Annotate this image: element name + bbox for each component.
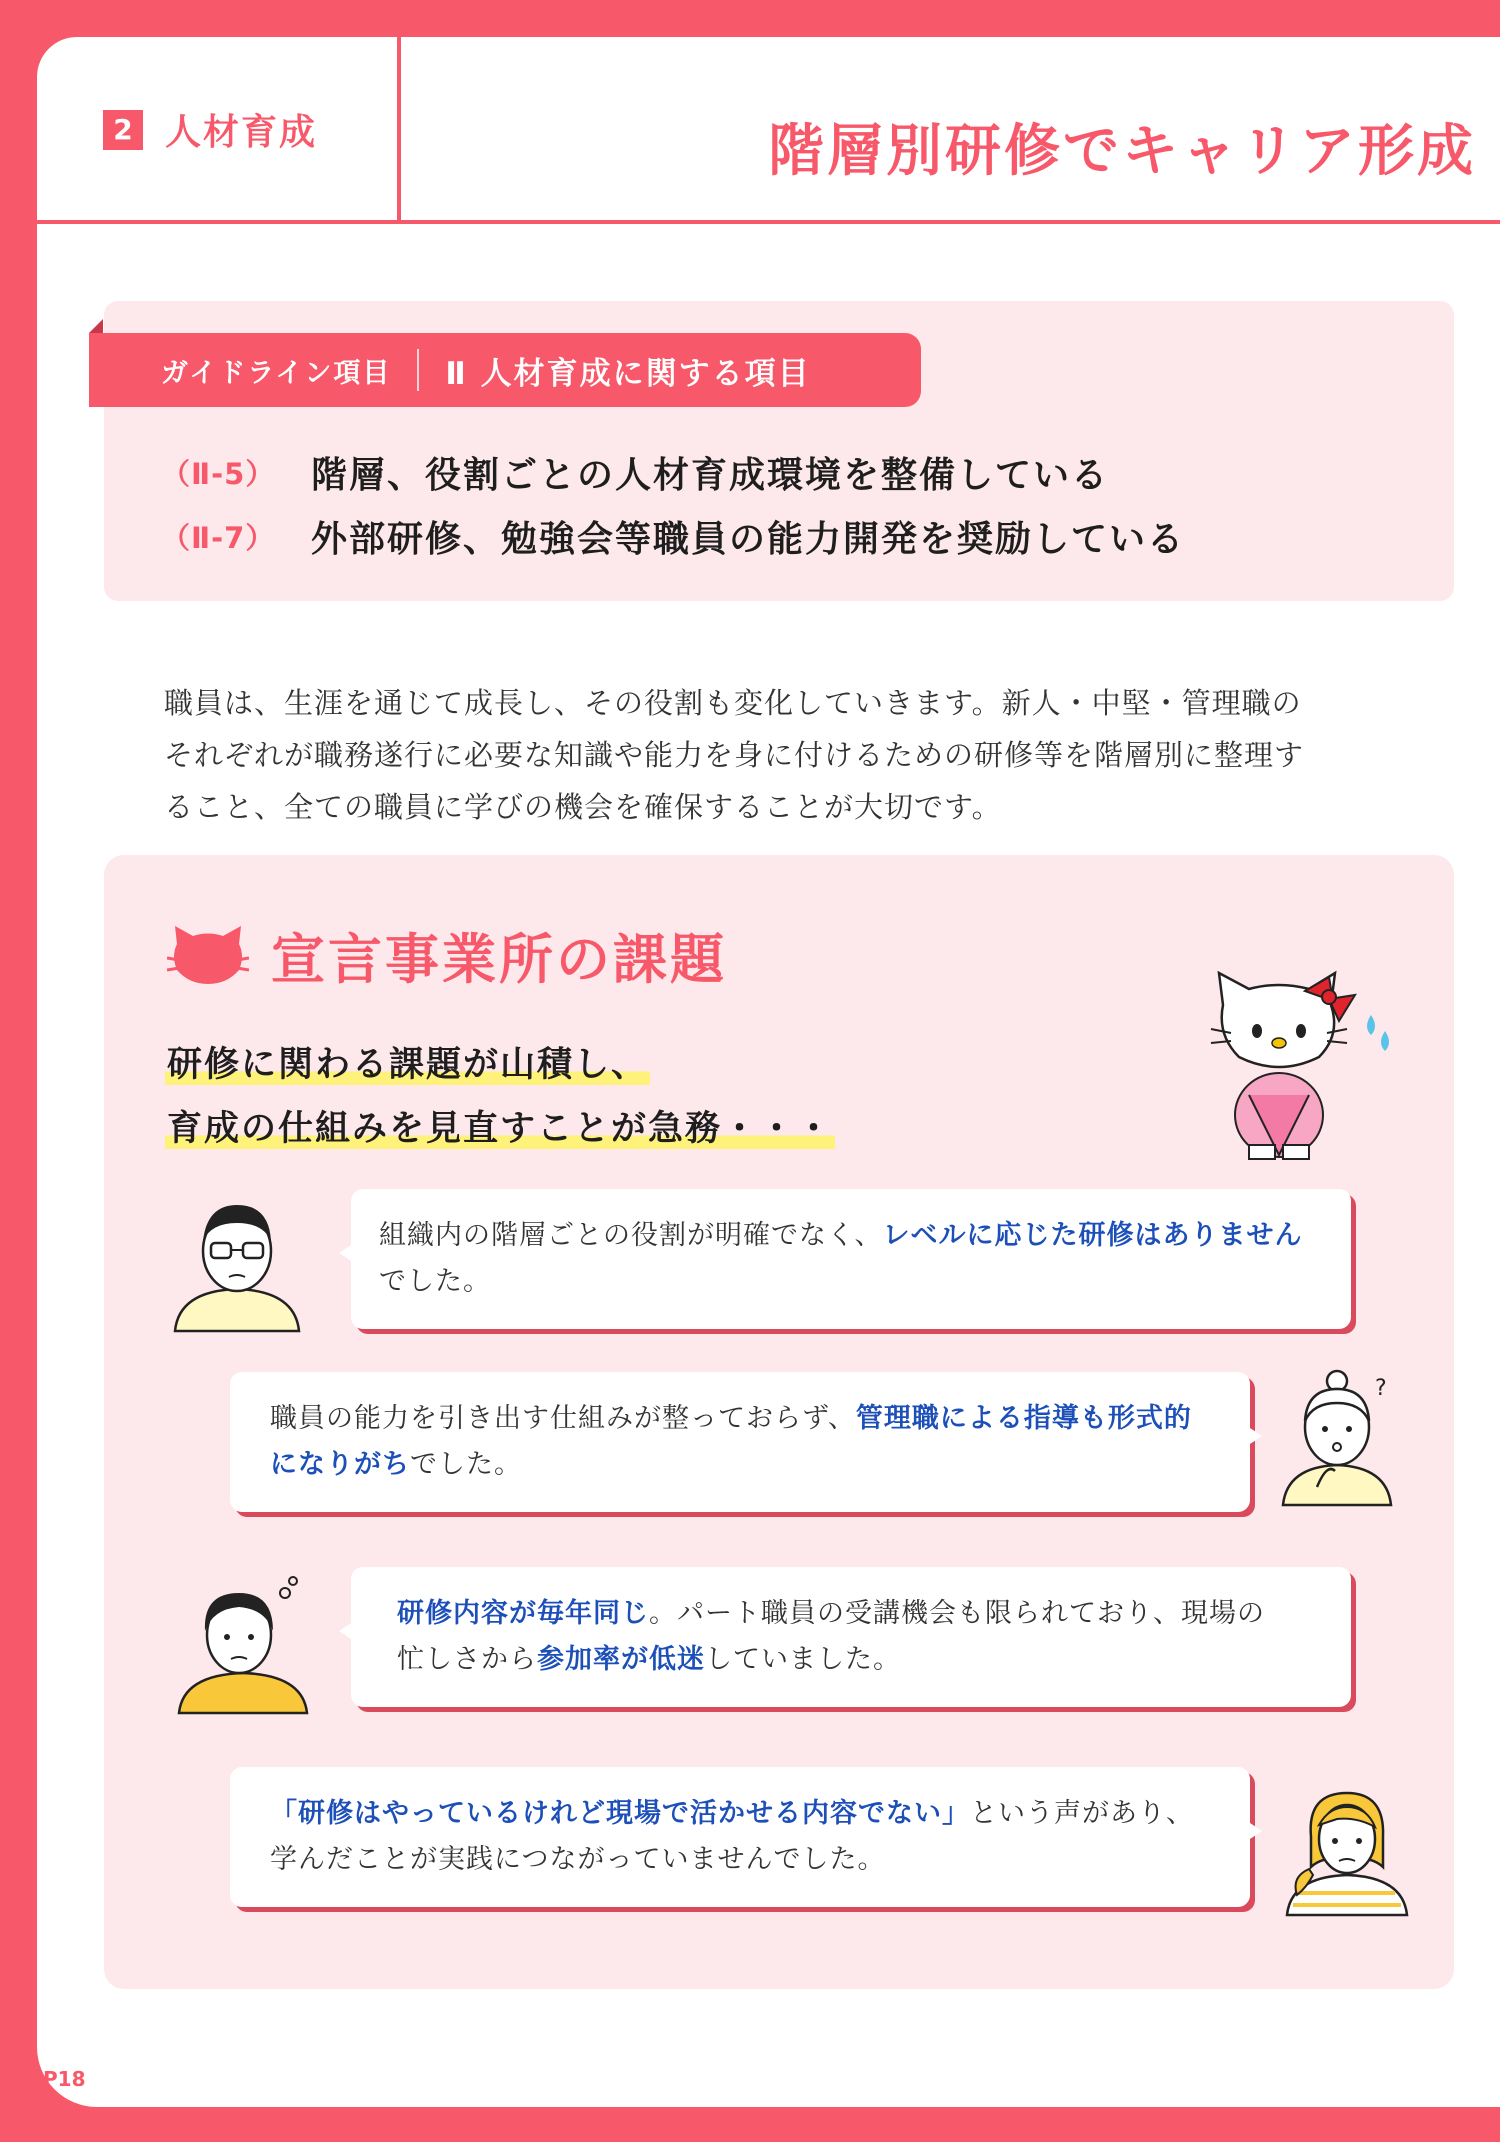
bubble-tail [339, 1623, 351, 1639]
guideline-item-code: （Ⅱ-5） [161, 457, 276, 491]
issue-bubble-line [270, 1396, 1210, 1442]
intro-paragraph [164, 677, 1464, 833]
header-rule [37, 220, 1500, 224]
guideline-tag-title: Ⅱ 人材育成に関する項目 [445, 355, 811, 392]
issue-bubble-line [379, 1213, 1323, 1259]
bubble-tail [1250, 1823, 1262, 1839]
issue-bubble [351, 1189, 1351, 1329]
issue-emphasis: 参加率が低迷 [537, 1644, 705, 1675]
section-header [37, 37, 397, 222]
page-title: 階層別研修でキャリア形成 [768, 119, 1476, 184]
issues-subtitle-line: 研修に関わる課題が山積し、 [167, 1045, 649, 1085]
bubble-tail [339, 1245, 351, 1261]
issue-emphasis: レベルに応じた研修はありません [882, 1220, 1303, 1251]
section-label: 人材育成 [165, 112, 318, 153]
issue-text: 学んだことが実践につながっていませんでした。 [270, 1844, 886, 1875]
page-number: P18 [43, 2067, 86, 2091]
issue-bubble-line [397, 1637, 1305, 1683]
guideline-item-text: 階層、役割ごとの人材育成環境を整備している [311, 455, 1110, 496]
issue-bubble-line [270, 1442, 1210, 1488]
issue-bubble [351, 1567, 1351, 1707]
woman-ponytail-illustration [1277, 1777, 1417, 1917]
issues-title: 宣言事業所の課題 [271, 928, 727, 991]
issue-bubble [230, 1372, 1250, 1512]
guideline-item [161, 511, 1185, 562]
page [37, 37, 1500, 2107]
issue-bubble-line [270, 1837, 1210, 1883]
guideline-tag-label: ガイドライン項目 [161, 357, 392, 389]
guideline-item [161, 447, 1109, 498]
svg-text:?: ? [1375, 1376, 1387, 1401]
header-divider [397, 37, 401, 224]
issues-subtitle [165, 1101, 835, 1151]
bubble-tail [1250, 1428, 1262, 1444]
issue-text: 。パート職員の受講機会も限られており、現場の [649, 1598, 1265, 1629]
guideline-item-text: 外部研修、勉強会等職員の能力開発を奨励している [311, 519, 1186, 560]
guideline-tag-separator [417, 349, 419, 391]
issue-emphasis: 管理職による指導も形式的 [855, 1403, 1192, 1434]
issue-text: 組織内の階層ごとの役割が明確でなく、 [379, 1220, 883, 1251]
issues-subtitle [165, 1037, 650, 1087]
guideline-item-code: （Ⅱ-7） [161, 521, 276, 555]
issue-bubble-line [397, 1591, 1305, 1637]
guideline-tag-fold [89, 319, 103, 333]
issues-heading [167, 917, 727, 994]
issue-text: という声があり、 [970, 1798, 1194, 1829]
issue-emphasis: になりがち [270, 1449, 410, 1480]
issue-text: でした。 [379, 1266, 491, 1297]
issue-bubble-line [270, 1791, 1210, 1837]
issue-emphasis: 「研修はやっているけれど現場で活かせる内容でない」 [270, 1798, 970, 1829]
issue-emphasis: 研修内容が毎年同じ [397, 1598, 649, 1629]
intro-line: 職員は、生涯を通じて成長し、その役割も変化していきます。新人・中堅・管理職の [164, 686, 1302, 720]
cat-head-icon [167, 924, 249, 988]
intro-line: それぞれが職務遂行に必要な知識や能力を身に付けるための研修等を階層別に整理す [164, 738, 1305, 772]
woman-thinking-illustration [1277, 1367, 1407, 1507]
issue-bubble [230, 1767, 1250, 1907]
section-number: 2 [103, 110, 143, 150]
issue-text: でした。 [410, 1449, 522, 1480]
man-worried-illustration [173, 1575, 313, 1715]
issue-text: していました。 [705, 1644, 901, 1675]
man-glasses-illustration [167, 1195, 307, 1333]
intro-line: ること、全ての職員に学びの機会を確保することが大切です。 [164, 790, 1002, 824]
issue-text: 職員の能力を引き出す仕組みが整っておらず、 [270, 1403, 856, 1434]
guideline-tag [89, 333, 921, 407]
cat-mascot-illustration [1209, 965, 1399, 1165]
issue-text: 忙しさから [397, 1644, 537, 1675]
issues-subtitle-line: 育成の仕組みを見直すことが急務・・・ [167, 1109, 834, 1149]
issue-bubble-line [379, 1259, 1323, 1305]
